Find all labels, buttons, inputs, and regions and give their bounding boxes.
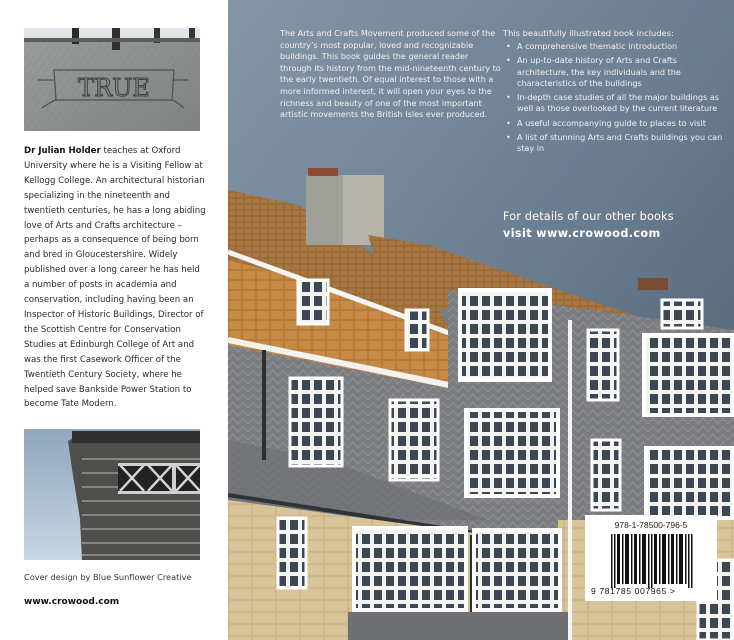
- barcode-bars: [611, 534, 693, 588]
- list-item: • A list of stunning Arts and Crafts buildings you can stay in: [506, 132, 723, 154]
- author-name: Dr Julian Holder: [24, 146, 101, 156]
- back-cover-left-panel: [0, 0, 228, 640]
- publisher-website[interactable]: www.crowood.com: [24, 597, 120, 607]
- inscription-text: TRUE: [78, 74, 150, 102]
- barcode-digits: 9 781785 007965 >: [591, 586, 676, 596]
- bullet-icon: •: [506, 132, 511, 143]
- author-bio: [24, 144, 206, 412]
- bullet-icon: •: [506, 92, 511, 103]
- promo-line: For details of our other books: [503, 210, 674, 223]
- bullet-icon: •: [506, 117, 511, 128]
- isbn-number: 978-1-78500-796-5: [614, 520, 688, 530]
- promo-website[interactable]: visit www.crowood.com: [503, 227, 661, 240]
- bullet-icon: •: [506, 41, 511, 51]
- list-item: • In-depth case studies of all the major buildings as well as those overlooked by the current literature: [506, 92, 720, 114]
- isbn-barcode: [585, 515, 717, 601]
- list-item: • An up-to-date history of Arts and Crafts architecture, the key individuals and the characteristics of the buildings: [506, 55, 681, 88]
- includes-title: This beautifully illustrated book includes:: [503, 28, 674, 38]
- bullet-icon: •: [506, 55, 511, 66]
- stone-inscription-photo: [24, 28, 200, 131]
- book-blurb: The Arts and Crafts Movement produced some of the country’s most popular, loved and recognizable buildings. This book guides the general reader through its history from the mid-nineteenth century to the early twentieth. Of equal interest to those with a more informed interest, it will open your eyes to the richness and beauty of one of the most important artistic movements the British Isles ever produced.: [280, 28, 501, 120]
- timber-building-photo: [24, 429, 200, 560]
- cover-credit: Cover design by Blue Sunflower Creative: [24, 572, 192, 582]
- list-item: • A useful accompanying guide to places to visit: [506, 117, 706, 128]
- author-bio-text: teaches at Oxford University where he is a Visiting Fellow at Kellogg College. An architectural historian specializing in the nineteenth and twentieth centuries, he has a long abiding love of Arts and Crafts architecture – perhaps as a consequence of being born and bred in Gloucestershire. Widely published over a long career he has held a number of posts in academia and conservation, including having been an Inspector of Historic Buildings, Director of the Scottish Centre for Conservation Studies at Edinburgh College of Art and was the first Casework Officer of the Twentieth Century Society, where he helped save Bankside Power Station to become Tate Modern.: [24, 146, 206, 410]
- includes-list: [503, 41, 725, 158]
- list-item: • A comprehensive thematic introduction: [506, 41, 678, 51]
